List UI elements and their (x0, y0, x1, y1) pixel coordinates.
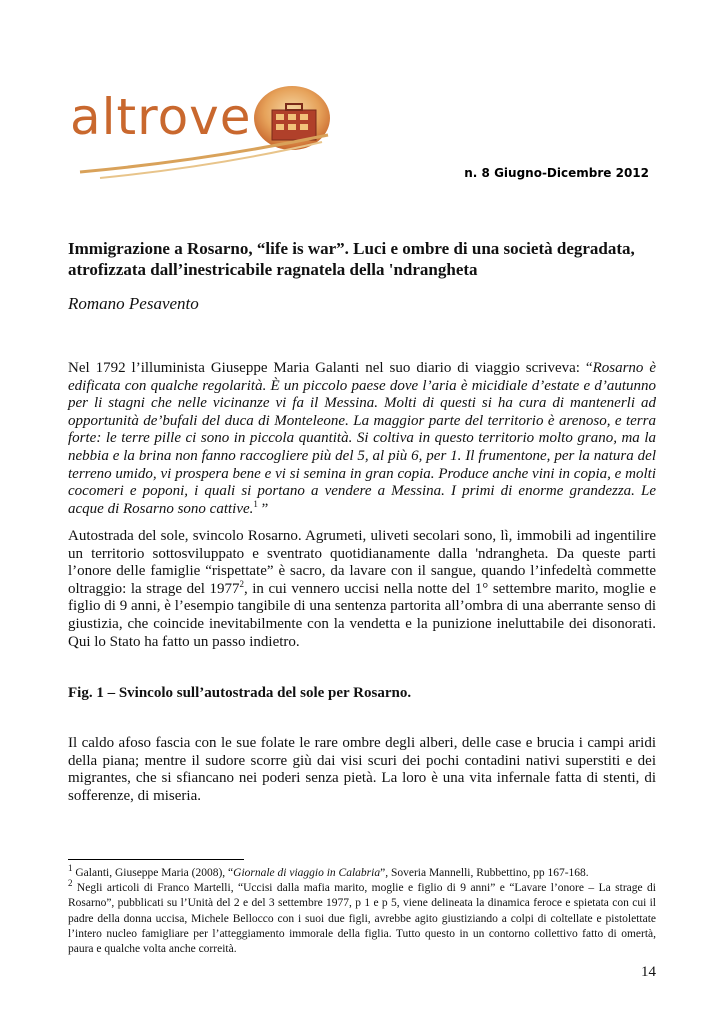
footnote-2-number: 2 (68, 878, 73, 889)
figure-caption: Fig. 1 – Svincolo sull’autostrada del sole per Rosarno. (68, 685, 412, 701)
footnote-separator (68, 859, 244, 860)
footnote-1-number: 1 (68, 863, 73, 874)
paragraph-2-part-a: Autostrada del sole, svincolo Rosarno. Agrumeti, uliveti secolari sono, lì, immobili ad ingentilire un territorio sottosviluppato e sventrato quotidianamente dalla 'ndrangheta. Da queste parti l’onore delle famiglie “rispettate” è sacro, da lavare con il sangue, quando l’infedeltà commette oltraggio: la strage del 1977 (68, 528, 656, 597)
paragraph-2-part-b: , in cui vennero uccisi nella notte del 1° settembre marito, moglie e figlio di 9 anni, è l’esempio tangibile di una sentenza partorita all’ombra di una aberrante senso di giustizia, che coincide inevitabilmente con la vendetta e la punizione ineluttabile dei disonorati. Qui lo Stato ha fatto un passo indietro. (68, 580, 656, 650)
footnote-2-text: Negli articoli di Franco Martelli, “Uccisi dalla mafia marito, moglie e figlio di 9 anni” e “Lavare l’onore – La strage di Rosarno”, pubblicati su l’Unità del 2 e del 3 settembre 1977, p 1 e p 5, viene delineata la dinamica feroce e spietata con cui il padre della donna uccisa, Michele Bellocco con i suoi due figli, avrebbe agito giustiziando a colpi di coltellate e pistolettate l’intero nucleo famigliare per l’atteggiamento immorale della figlia. Tutto questo in un contorno collettivo fatto di omertà, paura e qualche volta anche correità. (68, 882, 656, 956)
footnote-ref-2[interactable]: 2 (239, 578, 244, 589)
paragraph-1-intro: Nel 1792 l’illuminista Giuseppe Maria Galanti nel suo diario di viaggio scriveva: “ (68, 360, 593, 376)
footnote-2 (68, 878, 656, 957)
quote-close: ” (257, 500, 269, 517)
article-title: Immigrazione a Rosarno, “life is war”. Luci e ombre di una società degradata, atrofizzata dall’inestricabile ragnatela della 'ndrangheta (68, 239, 635, 279)
issue-info: n. 8 Giugno-Dicembre 2012 (464, 166, 649, 180)
galanti-quote: Rosarno è edificata con qualche regolarità. È un piccolo paese dove l’aria è micidiale d’estate e d’autunno per li stagni che nelle vicinanze vi fa il Messina. Molti di questi si ha cura di mantenerli ad opportunità de’bufali del duca di Monteleone. La maggior parte del territorio è arenoso, e terra forte: le terre pille ci sono in piccola quantità. Si coltiva in questo territorio molto grano, ma la nebbia e la brina non fanno raccogliere più del 5, al più 6, per 1. Il frumentone, per la natura del terreno umido, vi prospera bene e vi si semina in gran copia. Produce anche vini in copia, e molti cocomeri e poponi, i quali si portano a vendere a Messina. I primi di enorme grandezza. Le acque di Rosarno sono cattive. (68, 360, 657, 517)
paragraph-3: Il caldo afoso fascia con le sue folate le rare ombre degli alberi, delle case e brucia i campi aridi della piana; mentre il sudore scorre giù dai visi scuri dei pochi contadini nativi superstiti e dei migrantes, che si sfiancano nei poderi senza pietà. La loro è una vita infernale fatta di stenti, di sofferenze, di miseria. (68, 735, 656, 804)
article-author: Romano Pesavento (68, 294, 199, 313)
logo-wordmark: altrove (70, 88, 252, 146)
paragraph-1 (68, 360, 656, 518)
footnote-1-text-b: ”, Soveria Mannelli, Rubbettino, pp 167-168. (380, 867, 589, 879)
paragraph-2 (68, 528, 656, 651)
footnote-ref-1[interactable]: 1 (253, 498, 258, 509)
footnotes (68, 863, 656, 957)
footnote-1-title: Giornale di viaggio in Calabria (233, 867, 381, 879)
page-number: 14 (641, 964, 656, 980)
footnote-1 (68, 863, 656, 881)
footnote-1-text-a: Galanti, Giuseppe Maria (2008), “ (72, 867, 234, 879)
journal-logo (60, 80, 360, 190)
